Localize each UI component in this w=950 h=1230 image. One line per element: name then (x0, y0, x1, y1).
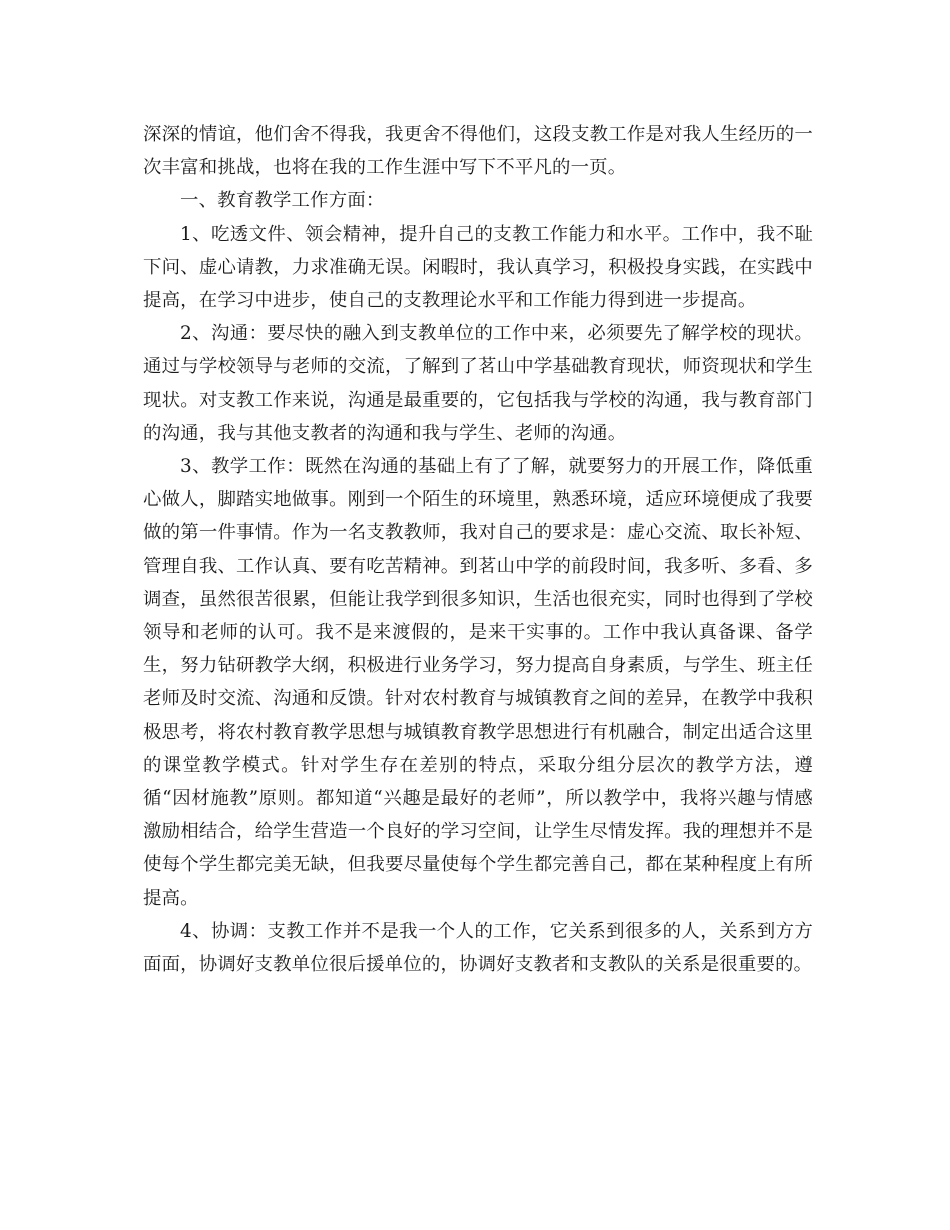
paragraph-item-3-teaching-work: 3、教学工作：既然在沟通的基础上有了了解，就要努力的开展工作，降低重心做人，脚踏实地做事。刚到一个陌生的环境里，熟悉环境，适应环境便成了我要做的第一件事情。作为一名支教教师，我对自己的要求是：虚心交流、取长补短、管理自我、工作认真、要有吃苦精神。到茗山中学的前段时间，我多听、多看、多调查，虽然很苦很累，但能让我学到很多知识，生活也很充实，同时也得到了学校领导和老师的认可。我不是来渡假的，是来干实事的。工作中我认真备课、备学生，努力钻研教学大纲，积极进行业务学习，努力提高自身素质，与学生、班主任老师及时交流、沟通和反馈。针对农村教育与城镇教育之间的差异，在教学中我积极思考，将农村教育教学思想与城镇教育教学思想进行有机融合，制定出适合这里的课堂教学模式。针对学生存在差别的特点，采取分组分层次的教学方法，遵循“因材施教”原则。都知道“兴趣是最好的老师”，所以教学中，我将兴趣与情感激励相结合，给学生营造一个良好的学习空间，让学生尽情发挥。我的理想并不是使每个学生都完美无缺，但我要尽量使每个学生都完善自己，都在某种程度上有所提高。 (143, 456, 813, 909)
paragraph-item-4-coordination: 4、协调：支教工作并不是我一个人的工作，它关系到很多的人，关系到方方面面，协调好支教单位很后援单位的，协调好支教者和支教队的关系是很重要的。 (143, 920, 813, 976)
section-heading-teaching: 一、教育教学工作方面： (180, 190, 385, 212)
paragraph-item-2-communication: 2、沟通：要尽快的融入到支教单位的工作中来，必须要先了解学校的现状。通过与学校领导与老师的交流，了解到了茗山中学基础教育现状，师资现状和学生现状。对支教工作来说，沟通是最重要的，它包括我与学校的沟通，我与教育部门的沟通，我与其他支教者的沟通和我与学生、老师的沟通。 (143, 323, 813, 444)
document-body (143, 118, 813, 981)
paragraph-intro-continuation: 深深的情谊，他们舍不得我，我更舍不得他们，这段支教工作是对我人生经历的一次丰富和挑战，也将在我的工作生涯中写下不平凡的一页。 (143, 124, 813, 179)
paragraph-item-1-study: 1、吃透文件、领会精神，提升自己的支教工作能力和水平。工作中，我不耻下问、虚心请教，力求准确无误。闲暇时，我认真学习，积极投身实践，在实践中提高，在学习中进步，使自己的支教理论水平和工作能力得到进一步提高。 (143, 223, 813, 312)
